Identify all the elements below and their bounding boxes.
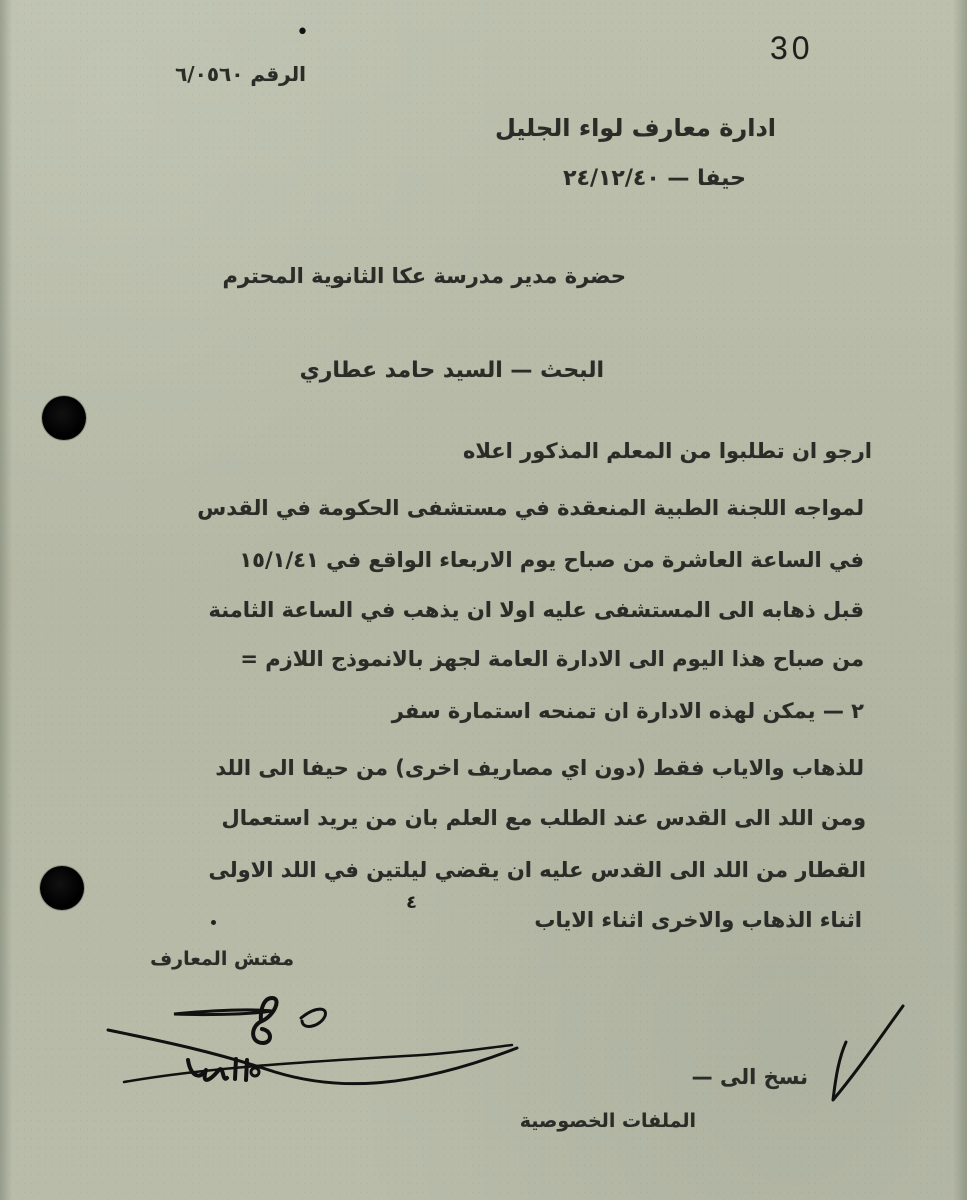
place-date: حيفا — ٢٤/١٢/٤٠ xyxy=(563,166,746,191)
handwritten-check-mark xyxy=(826,1002,908,1104)
left-paper-edge xyxy=(0,0,12,1200)
body-line-4: قبل ذهابه الى المستشفى عليه اولا ان يذهب في الساعة الثامنة xyxy=(208,598,864,622)
sender-office: ادارة معارف لواء الجليل xyxy=(494,114,776,142)
body-line-6: ٢ — يمكن لهذه الادارة ان تمنحه استمارة سفر xyxy=(391,699,864,723)
body-line-9: القطار من اللد الى القدس عليه ان يقضي ليلتين في اللد الاولى xyxy=(208,858,866,882)
body-line-7: للذهاب والاياب فقط (دون اي مصاريف اخرى) من حيفا الى اللد xyxy=(215,756,864,780)
small-handwritten-mark: ٤ xyxy=(406,892,417,913)
punch-hole-top xyxy=(42,396,86,440)
body-line-5: من صباح هذا اليوم الى الادارة العامة لجهز بالانموذج اللازم = xyxy=(240,647,864,671)
body-line-3: في الساعة العاشرة من صباح يوم الاربعاء الواقع في ١٥/١/٤١ xyxy=(239,548,864,572)
ink-dot-mark: • xyxy=(296,20,309,45)
body-line-10: اثناء الذهاب والاخرى اثناء الاياب xyxy=(534,908,862,932)
body-line-2: لمواجه اللجنة الطبية المنعقدة في مستشفى الحكومة في القدس xyxy=(197,496,864,520)
small-ink-dot xyxy=(211,920,216,925)
body-line-8: ومن اللد الى القدس عند الطلب مع العلم بان من يريد استعمال xyxy=(221,806,866,830)
copy-recipient: الملفات الخصوصية xyxy=(519,1110,696,1132)
closing-title: مفتش المعارف xyxy=(150,948,294,970)
addressee-line: حضرة مدير مدرسة عكا الثانوية المحترم xyxy=(222,264,626,288)
subject-line: البحث — السيد حامد عطاري xyxy=(299,358,604,383)
reference-number: الرقم ٦/٠٥٦٠ xyxy=(175,62,306,86)
right-paper-edge xyxy=(953,0,967,1200)
signature xyxy=(104,990,522,1104)
body-line-1: ارجو ان تطلبوا من المعلم المذكور اعلاه xyxy=(462,439,872,463)
copy-to-label: نسخ الى — xyxy=(691,1065,808,1089)
page-number: 30 xyxy=(770,30,814,66)
